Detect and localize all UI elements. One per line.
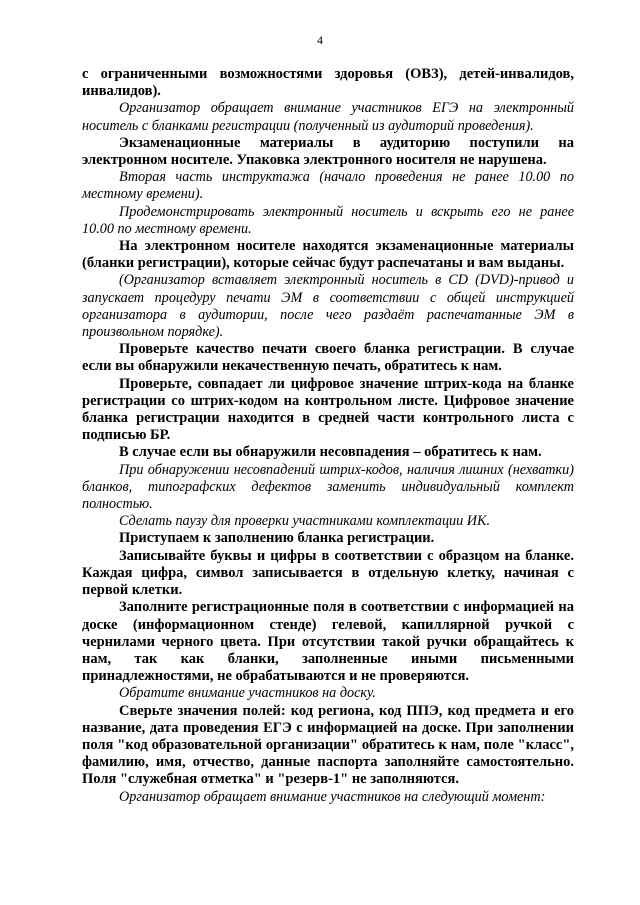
paragraph-ovz-continuation: с ограниченными возможностями здоровья (ОВЗ), детей-инвалидов, инвалидов). <box>82 66 574 100</box>
paragraph-fill-fields: Заполните регистрационные поля в соответствии с информацией на доске (информационном стенде) гелевой, капиллярной ручкой с чернилами черного цвета. При отсутствии такой ручки обращайтесь к нам, так как бланки, заполненные иными письменными принадлежностями, не обрабатываются и не проверяются. <box>82 599 574 685</box>
paragraph-check-barcode: Проверьте, совпадает ли цифровое значение штрих-кода на бланке регистрации со штрих-кодом на контрольном листе. Цифровое значение бланка регистрации находится в средней части контрольного листа с подписью БР. <box>82 375 574 444</box>
paragraph-mismatch-contact: В случае если вы обнаружили несовпадения – обратитесь к нам. <box>119 444 542 461</box>
paragraph-verify-fields: Сверьте значения полей: код региона, код ППЭ, код предмета и его название, дата проведения ЕГЭ с информацией на доске. При заполнении поля "код образовательной организации" обратитесь к нам, поле "класс", фамилию, имя, отчество, данные паспорта заполняйте самостоятельно. Поля "служебная отметка" и "резерв-1" не заполняются. <box>82 702 574 788</box>
instruction-next-moment: Организатор обращает внимание участников на следующий момент: <box>119 788 546 805</box>
instruction-demonstrate-media: Продемонстрировать электронный носитель и вскрыть его не ранее 10.00 по местному времени. <box>82 203 574 237</box>
instruction-board-attention: Обратите внимание участников на доску. <box>119 685 376 702</box>
paragraph-start-filling: Приступаем к заполнению бланка регистрации. <box>119 530 435 547</box>
paragraph-materials-arrived: Экзаменационные материалы в аудиторию поступили на электронном носителе. Упаковка электронного носителя не нарушена. <box>82 134 574 169</box>
instruction-print-procedure: (Организатор вставляет электронный носитель в CD (DVD)-привод и запускает процедуру печати ЭМ в соответствии с общей инструкцией организатора в аудитории, после чего раздаёт распечатанные ЭМ в произвольном порядке). <box>82 272 574 341</box>
page-number: 4 <box>317 33 323 47</box>
page-content <box>82 66 574 806</box>
instruction-second-part: Вторая часть инструктажа (начало проведения не ранее 10.00 по местному времени). <box>82 169 574 203</box>
paragraph-write-letters: Записывайте буквы и цифры в соответствии с образцом на бланке. Каждая цифра, символ записывается в отдельную клетку, начиная с первой клетки. <box>82 547 574 599</box>
instruction-electronic-media: Организатор обращает внимание участников ЕГЭ на электронный носитель с бланками регистрации (полученный из аудиторий проведения). <box>82 100 574 134</box>
paragraph-media-contents: На электронном носителе находятся экзаменационные материалы (бланки регистрации), которые сейчас будут распечатаны и вам выданы. <box>82 238 574 272</box>
instruction-pause-check: Сделать паузу для проверки участниками комплектации ИК. <box>119 513 491 530</box>
instruction-replace-kit: При обнаружении несовпадений штрих-кодов, наличия лишних (нехватки) бланков, типографских дефектов заменить индивидуальный комплект полностью. <box>82 461 574 513</box>
paragraph-check-print-quality: Проверьте качество печати своего бланка регистрации. В случае если вы обнаружили некачественную печать, обратитесь к нам. <box>82 341 574 375</box>
